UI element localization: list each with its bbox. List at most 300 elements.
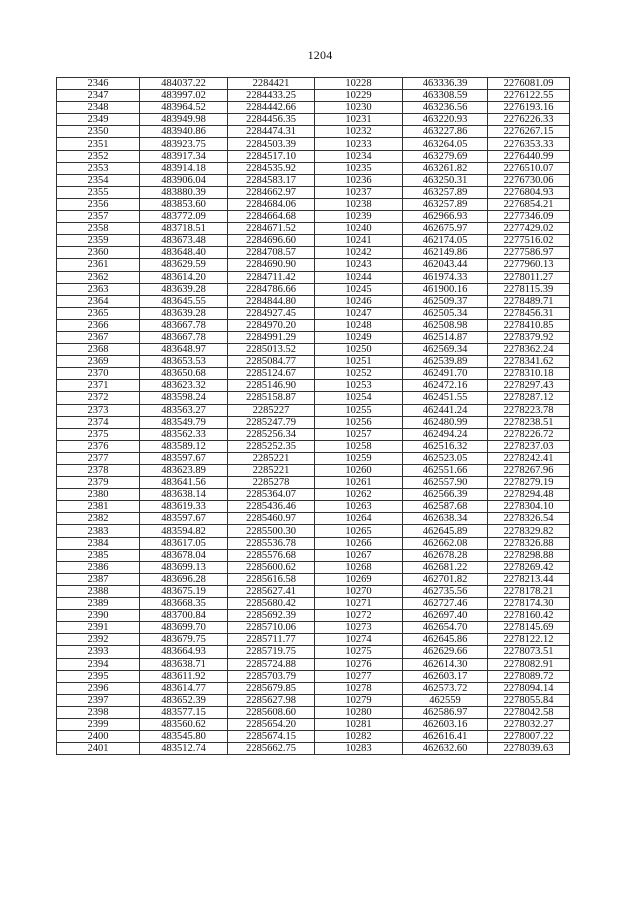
point-id-b-cell: 10243 (315, 259, 403, 271)
x-coordinate-b-cell: 463250.31 (403, 174, 488, 186)
x-coordinate-a-cell: 483641.56 (140, 477, 228, 489)
x-coordinate-a-cell: 483699.70 (140, 622, 228, 634)
y-coordinate-b-cell: 2276510.07 (488, 162, 570, 174)
y-coordinate-b-cell: 2278226.72 (488, 428, 570, 440)
y-coordinate-a-cell: 2285679.85 (228, 682, 315, 694)
x-coordinate-b-cell: 462523.05 (403, 452, 488, 464)
x-coordinate-b-cell: 462675.97 (403, 223, 488, 235)
y-coordinate-a-cell: 2285662.75 (228, 743, 315, 755)
table-row (57, 598, 570, 610)
x-coordinate-b-cell: 461900.16 (403, 283, 488, 295)
y-coordinate-a-cell: 2285674.15 (228, 731, 315, 743)
x-coordinate-a-cell: 483597.67 (140, 513, 228, 525)
point-id-b-cell: 10235 (315, 162, 403, 174)
x-coordinate-a-cell: 483648.97 (140, 344, 228, 356)
y-coordinate-b-cell: 2276854.21 (488, 198, 570, 210)
y-coordinate-a-cell: 2285608.60 (228, 706, 315, 718)
y-coordinate-b-cell: 2278326.54 (488, 513, 570, 525)
y-coordinate-a-cell: 2284474.31 (228, 126, 315, 138)
y-coordinate-b-cell: 2278267.96 (488, 465, 570, 477)
x-coordinate-a-cell: 483667.78 (140, 331, 228, 343)
table-row (57, 331, 570, 343)
x-coordinate-a-cell: 483997.02 (140, 90, 228, 102)
table-row (57, 465, 570, 477)
x-coordinate-a-cell: 483645.55 (140, 295, 228, 307)
x-coordinate-a-cell: 483880.39 (140, 186, 228, 198)
y-coordinate-b-cell: 2278287.12 (488, 392, 570, 404)
table-row (57, 319, 570, 331)
x-coordinate-b-cell: 462645.86 (403, 634, 488, 646)
point-id-b-cell: 10266 (315, 537, 403, 549)
y-coordinate-a-cell: 2285616.58 (228, 573, 315, 585)
y-coordinate-a-cell: 2284711.42 (228, 271, 315, 283)
table-row (57, 537, 570, 549)
y-coordinate-a-cell: 2284927.45 (228, 307, 315, 319)
y-coordinate-b-cell: 2278489.71 (488, 295, 570, 307)
x-coordinate-a-cell: 483614.77 (140, 682, 228, 694)
y-coordinate-a-cell: 2284517.10 (228, 150, 315, 162)
y-coordinate-b-cell: 2278082.91 (488, 658, 570, 670)
x-coordinate-b-cell: 462451.55 (403, 392, 488, 404)
table-row (57, 706, 570, 718)
x-coordinate-b-cell: 463264.05 (403, 138, 488, 150)
page-number: 1204 (307, 48, 333, 62)
y-coordinate-a-cell: 2285364.07 (228, 489, 315, 501)
coordinates-table (56, 77, 570, 755)
y-coordinate-b-cell: 2278007.22 (488, 731, 570, 743)
y-coordinate-b-cell: 2278223.78 (488, 404, 570, 416)
point-id-b-cell: 10246 (315, 295, 403, 307)
table-row (57, 501, 570, 513)
x-coordinate-b-cell: 462472.16 (403, 380, 488, 392)
point-id-a-cell: 2367 (57, 331, 140, 343)
point-id-b-cell: 10242 (315, 247, 403, 259)
y-coordinate-b-cell: 2278279.19 (488, 477, 570, 489)
point-id-b-cell: 10277 (315, 670, 403, 682)
point-id-a-cell: 2398 (57, 706, 140, 718)
y-coordinate-a-cell: 2285013.52 (228, 344, 315, 356)
table-row (57, 610, 570, 622)
x-coordinate-a-cell: 483638.71 (140, 658, 228, 670)
point-id-b-cell: 10257 (315, 428, 403, 440)
x-coordinate-b-cell: 462559 (403, 694, 488, 706)
y-coordinate-a-cell: 2285627.41 (228, 585, 315, 597)
x-coordinate-a-cell: 483696.28 (140, 573, 228, 585)
table-row (57, 513, 570, 525)
point-id-b-cell: 10263 (315, 501, 403, 513)
x-coordinate-b-cell: 462174.05 (403, 235, 488, 247)
y-coordinate-b-cell: 2276193.16 (488, 102, 570, 114)
table-row (57, 549, 570, 561)
table-row (57, 634, 570, 646)
point-id-a-cell: 2381 (57, 501, 140, 513)
x-coordinate-a-cell: 483623.32 (140, 380, 228, 392)
y-coordinate-a-cell: 2285247.79 (228, 416, 315, 428)
point-id-b-cell: 10267 (315, 549, 403, 561)
x-coordinate-a-cell: 483668.35 (140, 598, 228, 610)
table-row (57, 731, 570, 743)
x-coordinate-b-cell: 462701.82 (403, 573, 488, 585)
y-coordinate-a-cell: 2284583.17 (228, 174, 315, 186)
x-coordinate-a-cell: 483589.12 (140, 440, 228, 452)
table-row (57, 585, 570, 597)
x-coordinate-b-cell: 462566.39 (403, 489, 488, 501)
x-coordinate-b-cell: 463227.86 (403, 126, 488, 138)
y-coordinate-a-cell: 2284690.90 (228, 259, 315, 271)
x-coordinate-b-cell: 462494.24 (403, 428, 488, 440)
point-id-b-cell: 10238 (315, 198, 403, 210)
y-coordinate-b-cell: 2277346.09 (488, 211, 570, 223)
y-coordinate-b-cell: 2278145.69 (488, 622, 570, 634)
point-id-a-cell: 2353 (57, 162, 140, 174)
x-coordinate-b-cell: 462508.98 (403, 319, 488, 331)
table-row (57, 223, 570, 235)
point-id-b-cell: 10233 (315, 138, 403, 150)
point-id-a-cell: 2357 (57, 211, 140, 223)
y-coordinate-a-cell: 2284421 (228, 78, 315, 90)
y-coordinate-b-cell: 2276804.93 (488, 186, 570, 198)
y-coordinate-a-cell: 2285724.88 (228, 658, 315, 670)
x-coordinate-b-cell: 462697.40 (403, 610, 488, 622)
x-coordinate-b-cell: 462735.56 (403, 585, 488, 597)
point-id-a-cell: 2384 (57, 537, 140, 549)
x-coordinate-a-cell: 483650.68 (140, 368, 228, 380)
point-id-a-cell: 2373 (57, 404, 140, 416)
point-id-a-cell: 2365 (57, 307, 140, 319)
point-id-b-cell: 10239 (315, 211, 403, 223)
point-id-a-cell: 2400 (57, 731, 140, 743)
point-id-a-cell: 2394 (57, 658, 140, 670)
x-coordinate-a-cell: 483563.27 (140, 404, 228, 416)
x-coordinate-a-cell: 483679.75 (140, 634, 228, 646)
point-id-a-cell: 2358 (57, 223, 140, 235)
point-id-a-cell: 2390 (57, 610, 140, 622)
y-coordinate-b-cell: 2278298.88 (488, 549, 570, 561)
x-coordinate-b-cell: 462480.99 (403, 416, 488, 428)
x-coordinate-a-cell: 483594.82 (140, 525, 228, 537)
point-id-b-cell: 10254 (315, 392, 403, 404)
y-coordinate-a-cell: 2285576.68 (228, 549, 315, 561)
point-id-a-cell: 2382 (57, 513, 140, 525)
point-id-b-cell: 10261 (315, 477, 403, 489)
point-id-a-cell: 2372 (57, 392, 140, 404)
point-id-a-cell: 2383 (57, 525, 140, 537)
y-coordinate-b-cell: 2278042.58 (488, 706, 570, 718)
x-coordinate-a-cell: 483664.93 (140, 646, 228, 658)
table-row (57, 90, 570, 102)
y-coordinate-a-cell: 2285703.79 (228, 670, 315, 682)
table-row (57, 211, 570, 223)
point-id-a-cell: 2377 (57, 452, 140, 464)
point-id-a-cell: 2395 (57, 670, 140, 682)
y-coordinate-a-cell: 2284662.97 (228, 186, 315, 198)
point-id-b-cell: 10283 (315, 743, 403, 755)
x-coordinate-a-cell: 483549.79 (140, 416, 228, 428)
x-coordinate-b-cell: 462551.66 (403, 465, 488, 477)
x-coordinate-a-cell: 484037.22 (140, 78, 228, 90)
x-coordinate-b-cell: 462662.08 (403, 537, 488, 549)
point-id-a-cell: 2346 (57, 78, 140, 90)
x-coordinate-b-cell: 462629.66 (403, 646, 488, 658)
x-coordinate-a-cell: 483611.92 (140, 670, 228, 682)
x-coordinate-a-cell: 483678.04 (140, 549, 228, 561)
x-coordinate-a-cell: 483964.52 (140, 102, 228, 114)
y-coordinate-b-cell: 2278094.14 (488, 682, 570, 694)
point-id-b-cell: 10234 (315, 150, 403, 162)
x-coordinate-b-cell: 462569.34 (403, 344, 488, 356)
point-id-a-cell: 2375 (57, 428, 140, 440)
y-coordinate-b-cell: 2278456.31 (488, 307, 570, 319)
point-id-b-cell: 10281 (315, 718, 403, 730)
y-coordinate-a-cell: 2284684.06 (228, 198, 315, 210)
point-id-a-cell: 2388 (57, 585, 140, 597)
point-id-a-cell: 2401 (57, 743, 140, 755)
y-coordinate-b-cell: 2278238.51 (488, 416, 570, 428)
point-id-b-cell: 10245 (315, 283, 403, 295)
y-coordinate-b-cell: 2277516.02 (488, 235, 570, 247)
point-id-a-cell: 2362 (57, 271, 140, 283)
y-coordinate-a-cell: 2285146.90 (228, 380, 315, 392)
point-id-b-cell: 10260 (315, 465, 403, 477)
point-id-b-cell: 10240 (315, 223, 403, 235)
point-id-a-cell: 2351 (57, 138, 140, 150)
x-coordinate-a-cell: 483638.14 (140, 489, 228, 501)
x-coordinate-a-cell: 483623.89 (140, 465, 228, 477)
point-id-b-cell: 10230 (315, 102, 403, 114)
y-coordinate-a-cell: 2284844.80 (228, 295, 315, 307)
x-coordinate-b-cell: 463261.82 (403, 162, 488, 174)
y-coordinate-a-cell: 2285692.39 (228, 610, 315, 622)
point-id-b-cell: 10236 (315, 174, 403, 186)
x-coordinate-a-cell: 483629.59 (140, 259, 228, 271)
y-coordinate-b-cell: 2278039.63 (488, 743, 570, 755)
point-id-b-cell: 10251 (315, 356, 403, 368)
y-coordinate-a-cell: 2285256.34 (228, 428, 315, 440)
x-coordinate-a-cell: 483673.48 (140, 235, 228, 247)
point-id-b-cell: 10278 (315, 682, 403, 694)
table-row (57, 404, 570, 416)
y-coordinate-a-cell: 2285500.30 (228, 525, 315, 537)
table-row (57, 344, 570, 356)
y-coordinate-a-cell: 2285221 (228, 452, 315, 464)
point-id-b-cell: 10269 (315, 573, 403, 585)
x-coordinate-b-cell: 462616.41 (403, 731, 488, 743)
x-coordinate-a-cell: 483917.34 (140, 150, 228, 162)
table-row (57, 102, 570, 114)
y-coordinate-a-cell: 2284664.68 (228, 211, 315, 223)
y-coordinate-b-cell: 2278362.24 (488, 344, 570, 356)
y-coordinate-b-cell: 2277960.13 (488, 259, 570, 271)
point-id-a-cell: 2363 (57, 283, 140, 295)
x-coordinate-b-cell: 462678.28 (403, 549, 488, 561)
y-coordinate-b-cell: 2278213.44 (488, 573, 570, 585)
y-coordinate-a-cell: 2284991.29 (228, 331, 315, 343)
y-coordinate-b-cell: 2277429.02 (488, 223, 570, 235)
point-id-b-cell: 10228 (315, 78, 403, 90)
x-coordinate-b-cell: 462645.89 (403, 525, 488, 537)
table-row (57, 670, 570, 682)
table-row (57, 380, 570, 392)
y-coordinate-a-cell: 2285710.06 (228, 622, 315, 634)
point-id-a-cell: 2364 (57, 295, 140, 307)
table-row (57, 477, 570, 489)
x-coordinate-a-cell: 483639.28 (140, 283, 228, 295)
y-coordinate-a-cell: 2285711.77 (228, 634, 315, 646)
point-id-a-cell: 2350 (57, 126, 140, 138)
y-coordinate-a-cell: 2285124.67 (228, 368, 315, 380)
x-coordinate-b-cell: 462603.16 (403, 718, 488, 730)
x-coordinate-b-cell: 463279.69 (403, 150, 488, 162)
table-row (57, 658, 570, 670)
x-coordinate-b-cell: 462149.86 (403, 247, 488, 259)
point-id-a-cell: 2389 (57, 598, 140, 610)
point-id-a-cell: 2371 (57, 380, 140, 392)
point-id-b-cell: 10264 (315, 513, 403, 525)
point-id-b-cell: 10256 (315, 416, 403, 428)
y-coordinate-a-cell: 2284696.60 (228, 235, 315, 247)
table-row (57, 259, 570, 271)
table-row (57, 694, 570, 706)
x-coordinate-a-cell: 483577.15 (140, 706, 228, 718)
table-row (57, 114, 570, 126)
x-coordinate-b-cell: 463336.39 (403, 78, 488, 90)
y-coordinate-b-cell: 2278122.12 (488, 634, 570, 646)
y-coordinate-b-cell: 2278160.42 (488, 610, 570, 622)
x-coordinate-b-cell: 462603.17 (403, 670, 488, 682)
x-coordinate-a-cell: 483718.51 (140, 223, 228, 235)
point-id-a-cell: 2393 (57, 646, 140, 658)
table-row (57, 440, 570, 452)
x-coordinate-b-cell: 462516.32 (403, 440, 488, 452)
y-coordinate-b-cell: 2278326.88 (488, 537, 570, 549)
x-coordinate-a-cell: 483652.39 (140, 694, 228, 706)
x-coordinate-a-cell: 483853.60 (140, 198, 228, 210)
point-id-a-cell: 2368 (57, 344, 140, 356)
x-coordinate-a-cell: 483667.78 (140, 319, 228, 331)
x-coordinate-b-cell: 462441.24 (403, 404, 488, 416)
point-id-b-cell: 10262 (315, 489, 403, 501)
y-coordinate-b-cell: 2278115.39 (488, 283, 570, 295)
y-coordinate-a-cell: 2285627.98 (228, 694, 315, 706)
table-row (57, 682, 570, 694)
x-coordinate-a-cell: 483617.05 (140, 537, 228, 549)
point-id-a-cell: 2397 (57, 694, 140, 706)
y-coordinate-a-cell: 2285252.35 (228, 440, 315, 452)
x-coordinate-a-cell: 483906.04 (140, 174, 228, 186)
y-coordinate-a-cell: 2284786.66 (228, 283, 315, 295)
table-row (57, 235, 570, 247)
point-id-b-cell: 10249 (315, 331, 403, 343)
x-coordinate-a-cell: 483512.74 (140, 743, 228, 755)
point-id-b-cell: 10280 (315, 706, 403, 718)
point-id-a-cell: 2349 (57, 114, 140, 126)
table-row (57, 162, 570, 174)
x-coordinate-b-cell: 462514.87 (403, 331, 488, 343)
point-id-b-cell: 10268 (315, 561, 403, 573)
x-coordinate-b-cell: 462632.60 (403, 743, 488, 755)
x-coordinate-b-cell: 462573.72 (403, 682, 488, 694)
y-coordinate-b-cell: 2278174.30 (488, 598, 570, 610)
x-coordinate-b-cell: 462539.89 (403, 356, 488, 368)
point-id-a-cell: 2360 (57, 247, 140, 259)
x-coordinate-b-cell: 462587.68 (403, 501, 488, 513)
point-id-a-cell: 2380 (57, 489, 140, 501)
point-id-b-cell: 10265 (315, 525, 403, 537)
y-coordinate-b-cell: 2278297.43 (488, 380, 570, 392)
y-coordinate-a-cell: 2285654.20 (228, 718, 315, 730)
point-id-a-cell: 2366 (57, 319, 140, 331)
point-id-b-cell: 10229 (315, 90, 403, 102)
point-id-b-cell: 10255 (315, 404, 403, 416)
x-coordinate-a-cell: 483923.75 (140, 138, 228, 150)
table-row (57, 573, 570, 585)
y-coordinate-b-cell: 2278410.85 (488, 319, 570, 331)
table-row (57, 368, 570, 380)
point-id-a-cell: 2396 (57, 682, 140, 694)
table-row (57, 392, 570, 404)
point-id-a-cell: 2361 (57, 259, 140, 271)
point-id-b-cell: 10247 (315, 307, 403, 319)
table-row (57, 561, 570, 573)
x-coordinate-a-cell: 483940.86 (140, 126, 228, 138)
point-id-b-cell: 10272 (315, 610, 403, 622)
x-coordinate-a-cell: 483619.33 (140, 501, 228, 513)
table-row (57, 646, 570, 658)
y-coordinate-b-cell: 2278294.48 (488, 489, 570, 501)
point-id-a-cell: 2386 (57, 561, 140, 573)
table-row (57, 198, 570, 210)
y-coordinate-a-cell: 2284442.66 (228, 102, 315, 114)
table-row (57, 356, 570, 368)
x-coordinate-a-cell: 483614.20 (140, 271, 228, 283)
table-row (57, 78, 570, 90)
x-coordinate-b-cell: 463257.89 (403, 186, 488, 198)
y-coordinate-a-cell: 2284503.39 (228, 138, 315, 150)
x-coordinate-a-cell: 483560.62 (140, 718, 228, 730)
table-row (57, 718, 570, 730)
y-coordinate-a-cell: 2284433.25 (228, 90, 315, 102)
point-id-a-cell: 2359 (57, 235, 140, 247)
table-row (57, 428, 570, 440)
x-coordinate-b-cell: 462654.70 (403, 622, 488, 634)
point-id-b-cell: 10276 (315, 658, 403, 670)
x-coordinate-a-cell: 483597.67 (140, 452, 228, 464)
y-coordinate-b-cell: 2278178.21 (488, 585, 570, 597)
point-id-a-cell: 2356 (57, 198, 140, 210)
x-coordinate-b-cell: 461974.33 (403, 271, 488, 283)
y-coordinate-b-cell: 2278341.62 (488, 356, 570, 368)
y-coordinate-b-cell: 2276226.33 (488, 114, 570, 126)
table-row (57, 295, 570, 307)
point-id-a-cell: 2378 (57, 465, 140, 477)
table-row (57, 622, 570, 634)
point-id-b-cell: 10270 (315, 585, 403, 597)
point-id-b-cell: 10274 (315, 634, 403, 646)
table-row (57, 743, 570, 755)
x-coordinate-b-cell: 462681.22 (403, 561, 488, 573)
y-coordinate-b-cell: 2278242.41 (488, 452, 570, 464)
table-row (57, 126, 570, 138)
y-coordinate-a-cell: 2285680.42 (228, 598, 315, 610)
table-row (57, 283, 570, 295)
x-coordinate-b-cell: 462966.93 (403, 211, 488, 223)
x-coordinate-a-cell: 483949.98 (140, 114, 228, 126)
y-coordinate-b-cell: 2277586.97 (488, 247, 570, 259)
point-id-a-cell: 2376 (57, 440, 140, 452)
table-row (57, 247, 570, 259)
x-coordinate-a-cell: 483648.40 (140, 247, 228, 259)
x-coordinate-b-cell: 462509.37 (403, 295, 488, 307)
